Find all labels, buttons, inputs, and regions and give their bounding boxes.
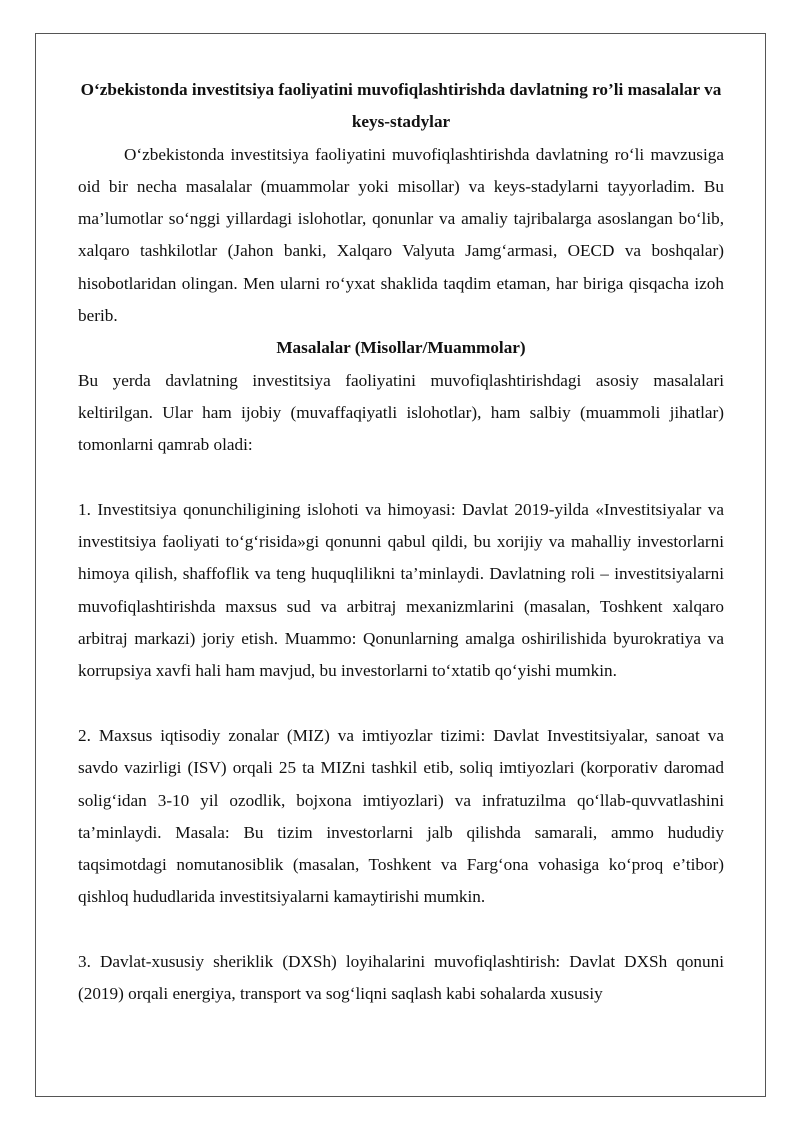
blank-line [78, 688, 724, 720]
list-item-1: 1. Investitsiya qonunchiligining islohoti va himoyasi: Davlat 2019-yilda «Investitsiyalar va investitsiya faoliyati to‘g‘risida»gi qonunni qabul qildi, bu xorijiy va mahalliy investorlarni himoya qilish, shaffoflik va teng huquqlilikni ta’minlaydi. Davlatning roli – investitsiyalarni muvofiqlashtirishda maxsus sud va arbitraj mexanizmlarini (masalan, Toshkent xalqaro arbitraj markazi) joriy etish. Muammo: Qonunlarning amalga oshirilishida byurokratiya va korrupsiya xavfi hali ham mavjud, bu investorlarni to‘xtatib qo‘yishi mumkin. [78, 499, 724, 681]
list-item-3: 3. Davlat-xususiy sheriklik (DXSh) loyihalarini muvofiqlashtirish: Davlat DXSh qonuni (2019) orqali energiya, transport va sog‘liqni saqlash kabi sohalarda xususiy [78, 952, 724, 1004]
document-title: O‘zbekistonda investitsiya faoliyatini muvofiqlashtirishda davlatning ro’li masalalar va keys-stadylar [80, 80, 722, 132]
list-item-2: 2. Maxsus iqtisodiy zonalar (MIZ) va imtiyozlar tizimi: Davlat Investitsiyalar, sanoat va savdo vazirligi (ISV) orqali 25 ta MIZni tashkil etib, soliq imtiyozlari (korporativ daromad solig‘idan 3-10 yil ozodlik, bojxona imtiyozlari) va infratuzilma qo‘llab-quvvatlashini ta’minlaydi. Masala: Bu tizim investorlarni jalb qilishda samarali, ammo hududiy taqsimotdagi nomutanosiblik (masalan, Toshkent va Farg‘ona vohasiga ko‘proq e’tibor) qishloq hududlarida investitsiyalarni kamaytirishi mumkin. [78, 725, 724, 907]
section-intro-paragraph: Bu yerda davlatning investitsiya faoliyatini muvofiqlashtirishdagi asosiy masalalari keltirilgan. Ular ham ijobiy (muvaffaqiyatli islohotlar), ham salbiy (muammoli jihatlar) tomonlarni qamrab oladi: [78, 370, 724, 455]
blank-line [78, 914, 724, 946]
document-body [78, 74, 724, 1011]
section-heading: Masalalar (Misollar/Muammolar) [276, 338, 526, 358]
intro-paragraph: O‘zbekistonda investitsiya faoliyatini muvofiqlashtirishda davlatning ro‘li mavzusiga oid bir necha masalalar (muammolar yoki misollar) va keys-stadylarni tayyorladim. Bu ma’lumotlar so‘nggi yillardagi islohotlar, qonunlar va amaliy tajribalarga asoslangan bo‘lib, xalqaro tashkilotlar (Jahon banki, Xalqaro Valyuta Jamg‘armasi, OECD va boshqalar) hisobotlaridan olingan. Men ularni ro‘yxat shaklida taqdim etaman, har biriga qisqacha izoh berib. [78, 144, 724, 326]
blank-line [78, 462, 724, 494]
